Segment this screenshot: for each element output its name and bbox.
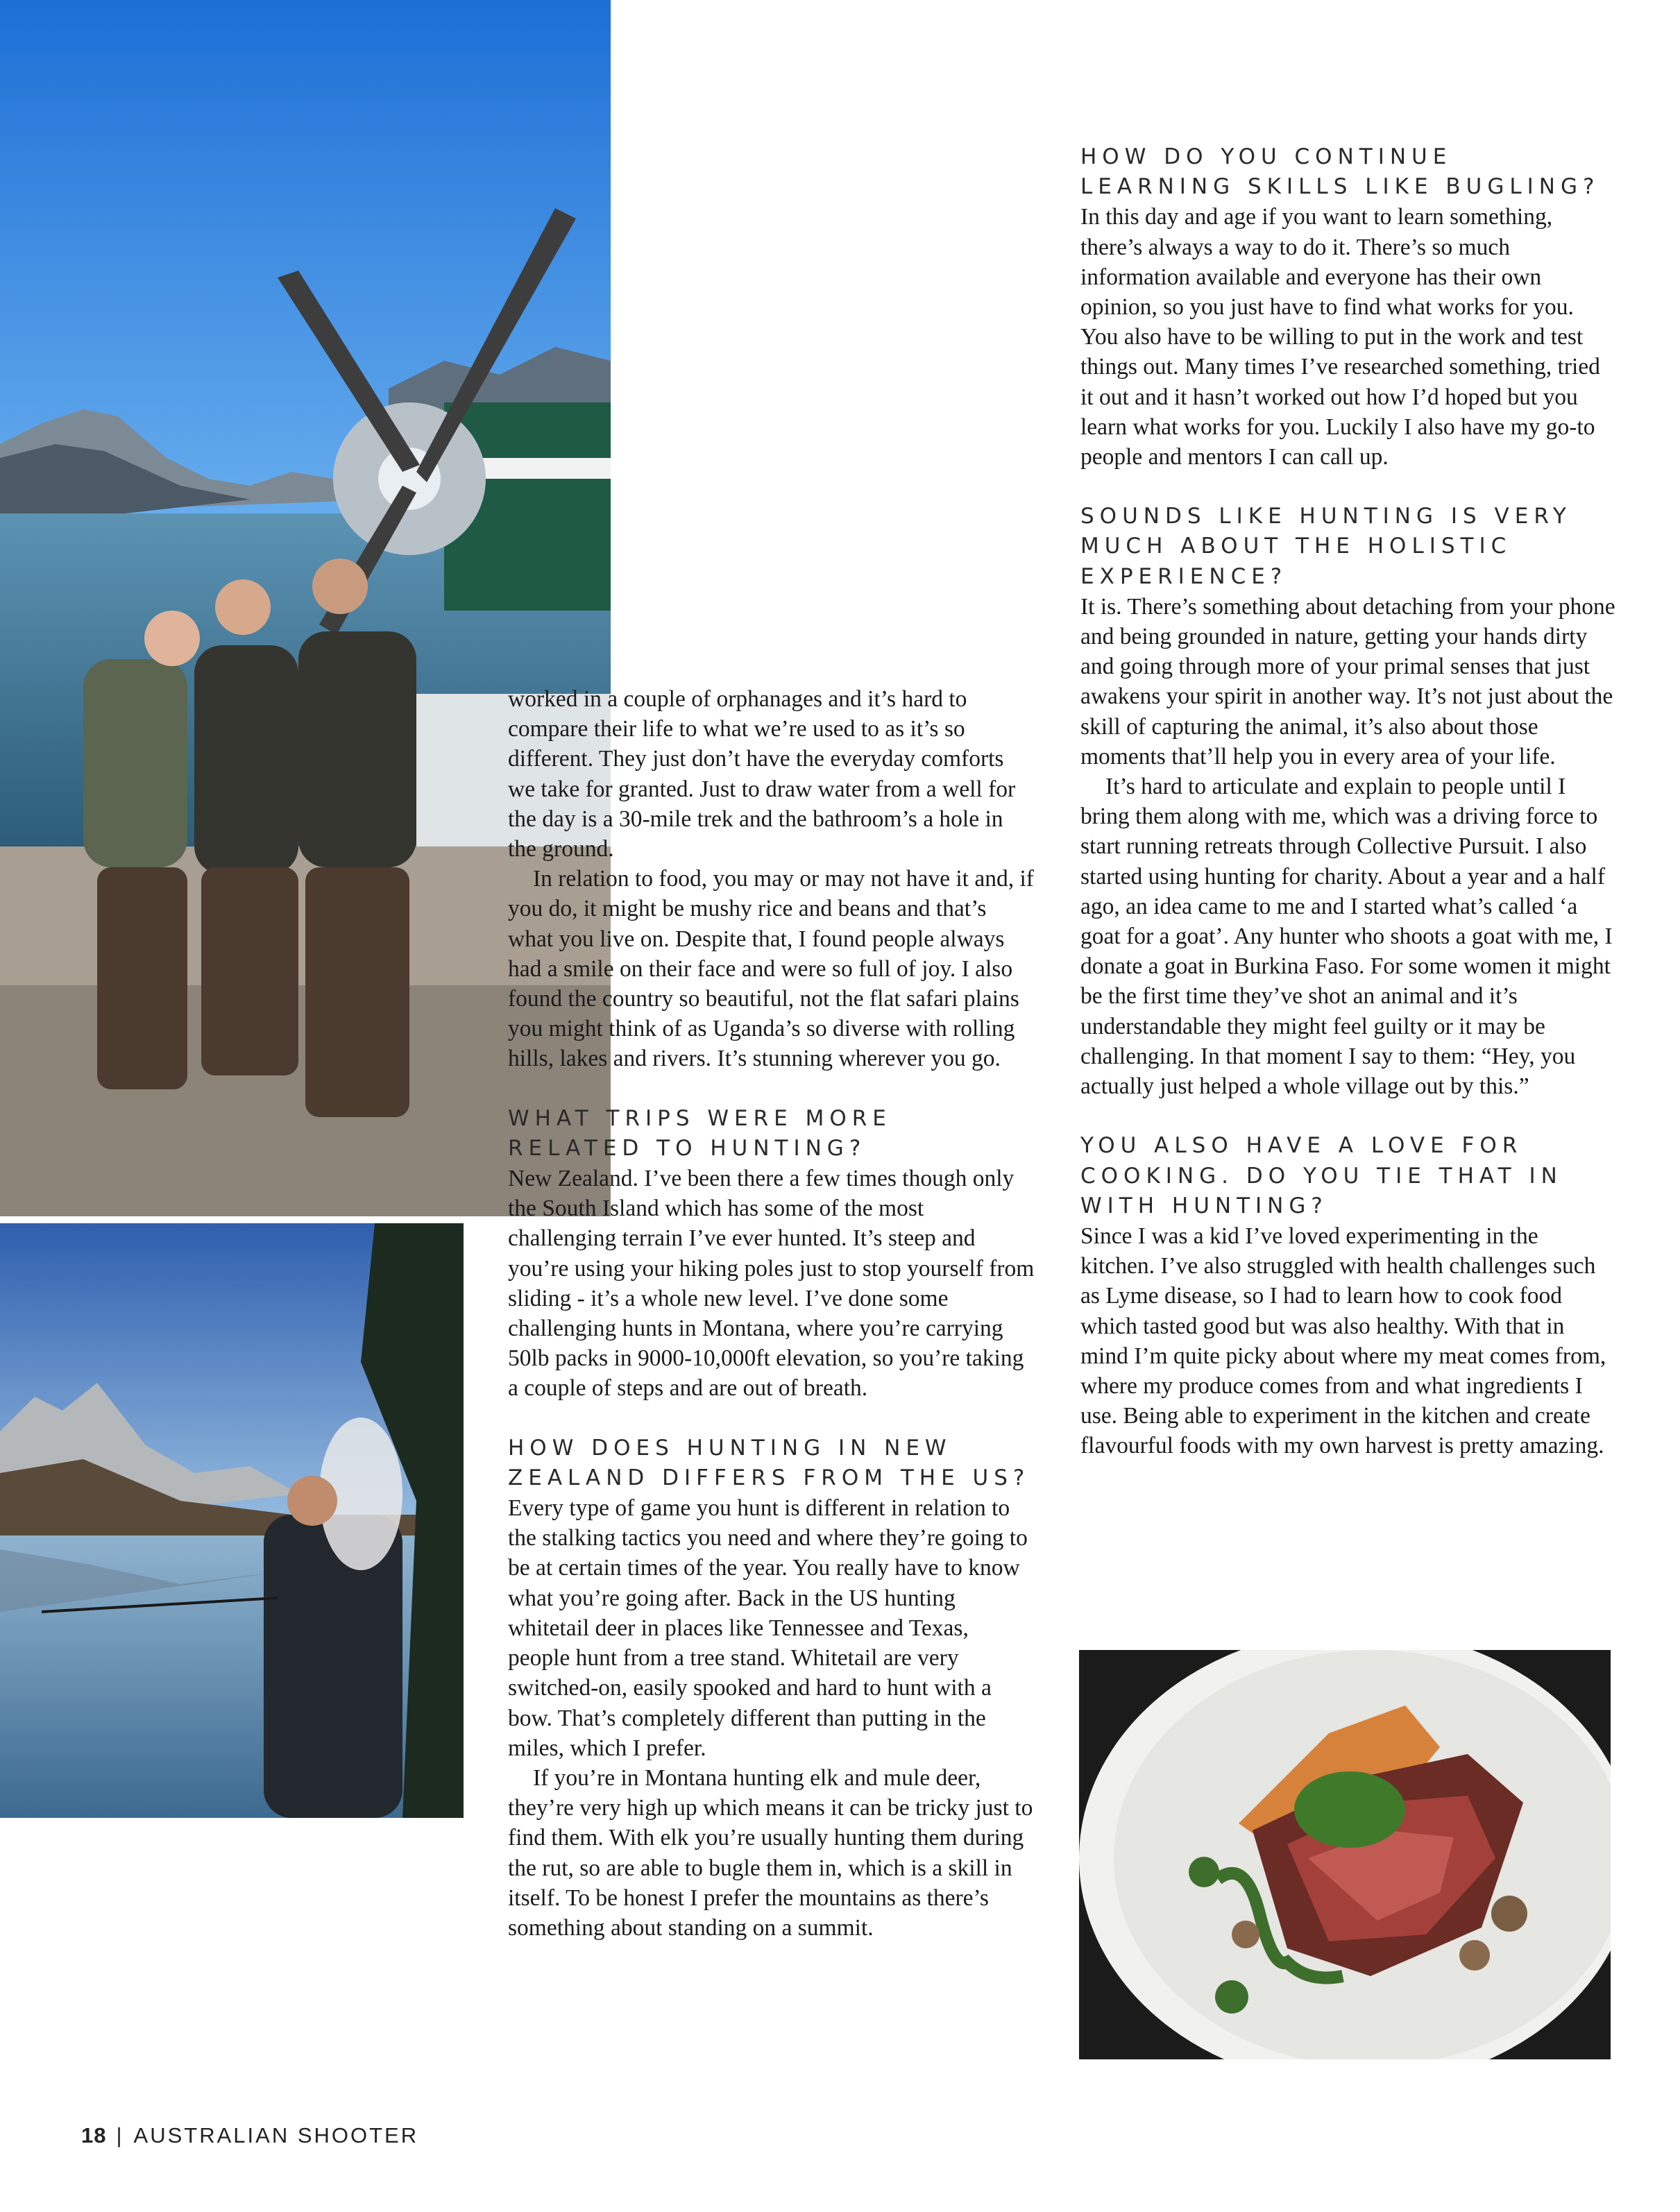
publication-name: AUSTRALIAN SHOOTER (133, 2123, 419, 2147)
footer-separator: | (116, 2123, 124, 2147)
right-column (1080, 142, 1616, 1461)
body-paragraph: It is. There’s something about detaching from your phone and being grounded in nature, getting your hands dirty and going through more of your primal senses that just awakens your spirit in another way. It’s not just about the skill of capturing the animal, it’s also about those moments that’ll help you in every area of your life. (1080, 593, 1615, 769)
body-paragraph: It’s hard to articulate and explain to people until I bring them along with me, which was a driving force to start running retreats through Collective Pursuit. I also started using hunting for charity. About a year and a half ago, an idea came to me and I started what’s called ‘a goat for a goat’. Any hunter who shoots a goat with me, I donate a goat in Burkina Faso. For some women it might be the first time they’ve shot an animal and it’s understandable they might feel guilty or it may be challenging. In that moment I say to them: “Hey, you actually just helped a whole village out by this.” (1080, 774, 1613, 1100)
middle-column (508, 684, 1035, 1943)
fly-fishing-photo (0, 1223, 464, 1818)
question-heading: WHAT TRIPS WERE MORE RELATED TO HUNTING? (508, 1105, 892, 1161)
body-paragraph: Since I was a kid I’ve loved experimenting in the kitchen. I’ve also struggled with health challenges such as Lyme disease, so I had to learn how to cook food which tasted good but was also healthy. With that in mind I’m quite picky about where my meat comes from, where my produce comes from and what ingredients I use. Being able to experiment in the kitchen and create flavourful foods with my own harvest is pretty amazing. (1080, 1223, 1606, 1459)
body-paragraph: Every type of game you hunt is different in relation to the stalking tactics you need and where they’re going to be at certain times of the year. You really have to know what you’re going after. Back in the US hunting whitetail deer in places like Tennessee and Texas, people hunt from a tree stand. Whitetail are very switched-on, easily spooked and hard to hunt with a bow. That’s completely different than putting in the miles, which I prefer. (508, 1495, 1028, 1761)
body-paragraph: In this day and age if you want to learn something, there’s always a way to do it. There’s so much information available and everyone has their own opinion, so you just have to find what works for you. You also have to be willing to put in the work and test things out. Many times I’ve researched something, tried it out and it hasn’t worked out how I’d hoped but you learn what works for you. Luckily I also have my go-to people and mentors I can call up. (1080, 204, 1600, 470)
question-heading: SOUNDS LIKE HUNTING IS VERY MUCH ABOUT THE HOLISTIC EXPERIENCE? (1080, 504, 1572, 589)
body-paragraph: In relation to food, you may or may not have it and, if you do, it might be mushy rice and beans and that’s what you live on. Despite that, I found people always had a smile on their face and were so full of joy. I also found the country so beautiful, not the flat safari plains you might think of as Uganda’s so diverse with rolling hills, lakes and rivers. It’s stunning wherever you go. (508, 866, 1034, 1072)
body-paragraph: If you’re in Montana hunting elk and mule deer, they’re very high up which means it can be tricky just to find them. With elk you’re usually hunting them during the rut, so are able to bugle them in, which is a skill in itself. To be honest I prefer the mountains as there’s something about standing on a summit. (508, 1764, 1033, 1941)
question-heading: YOU ALSO HAVE A LOVE FOR COOKING. DO YOU TIE THAT IN WITH HUNTING? (1080, 1133, 1563, 1218)
steak-dish-photo (1079, 1650, 1611, 2059)
question-heading: HOW DO YOU CONTINUE LEARNING SKILLS LIKE BUGLING? (1080, 144, 1600, 200)
page-number: 18 (81, 2123, 107, 2147)
question-heading: HOW DOES HUNTING IN NEW ZEALAND DIFFERS FROM THE US? (508, 1435, 1030, 1490)
page-footer (81, 2123, 418, 2148)
body-paragraph: New Zealand. I’ve been there a few times though only the South Island which has some of the most challenging terrain I’ve ever hunted. It’s steep and you’re using your hiking poles just to stop yourself from sliding - it’s a whole new level. I’ve done some challenging hunts in Montana, where you’re carrying 50lb packs in 9000-10,000ft elevation, so you’re taking a couple of steps and are out of breath. (508, 1166, 1035, 1402)
body-paragraph: worked in a couple of orphanages and it’s hard to compare their life to what we’re used to as it’s so different. They just don’t have the everyday comforts we take for granted. Just to draw water from a well for the day is a 30-mile trek and the bathroom’s a hole in the ground. (508, 686, 1016, 862)
